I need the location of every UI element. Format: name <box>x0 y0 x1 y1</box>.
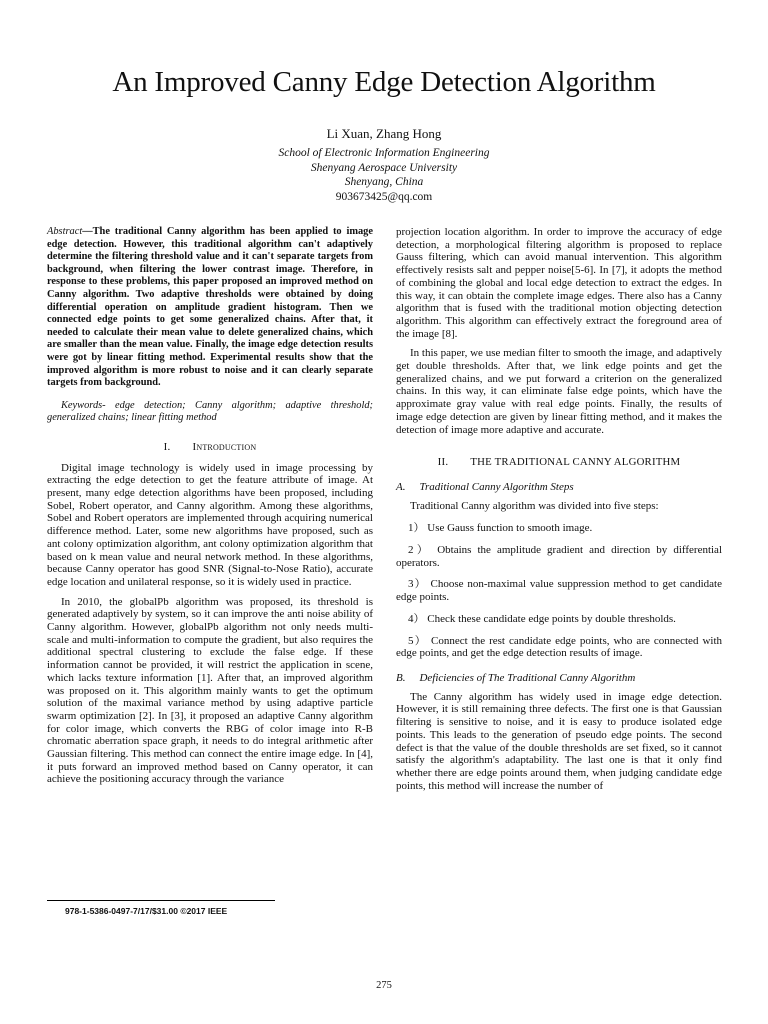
step-item: 2） Obtains the amplitude gradient and direction by differential operators. <box>396 544 722 569</box>
body-paragraph: Traditional Canny algorithm was divided into five steps: <box>410 499 659 512</box>
affiliation-line: Shenyang, China <box>344 176 424 188</box>
section-title: THE TRADITIONAL CANNY ALGORITHM <box>470 456 681 469</box>
section-number: I. <box>163 440 171 453</box>
section-number: II. <box>437 456 449 469</box>
page-number: 275 <box>376 980 392 991</box>
author-email: 903673425@qq.com <box>335 190 433 203</box>
subsection-title: Deficiencies of The Traditional Canny Algorithm <box>419 671 636 684</box>
paper-title: An Improved Canny Edge Detection Algorithm <box>112 66 656 98</box>
section-heading-introduction <box>47 441 373 454</box>
right-column <box>396 226 722 799</box>
abstract-text: The traditional Canny algorithm has been applied to image edge detection. However, this traditional algorithm can't adaptively determine the filtering threshold value and it can't separate targets from background, when filtering the lower contrast image. Therefore, in response to these problems, this paper proposed an improved method on Canny algorithm. Two adaptive thresholds were obtained by doing differential operation on amplitude gradient histogram. Then we connected edge points to get some generalized chains. After that, it needed to calculate their mean value to delete generalized chains, which are smaller than the mean value. Finally, the image edge detection results were got by linear fitting method. Experimental results show that the improved algorithm is more robust to noise and it can clearly separate targets from background. <box>47 226 373 389</box>
copyright-footnote: 978-1-5386-0497-7/17/$31.00 ©2017 IEEE <box>65 906 228 916</box>
affiliation-line: School of Electronic Information Engineering <box>278 147 490 159</box>
left-column <box>47 226 373 793</box>
step-item: 4） Check these candidate edge points by double thresholds. <box>408 612 676 625</box>
subsection-title: Traditional Canny Algorithm Steps <box>419 480 574 493</box>
body-paragraph: projection location algorithm. In order to improve the accuracy of edge detection, a morphological filtering algorithm is proposed to replace Gauss filtering, which can avoid manual intervention. This algorithm effectively resists salt and pepper noise[5-6]. In [7], it adopts the method of combining the global and local edge detection to extract the edges. In this way, it can obtain the complete image edges. There also has a Canny algorithm that is fused with the traditional motion objecting detection algorithm. This algorithm can effectively extract the foreground area of the image [8]. <box>396 226 722 340</box>
body-paragraph: In 2010, the globalPb algorithm was proposed, its threshold is generated adaptively by system, so it can improve the anti noise ability of Canny algorithm. However, globalPb algorithm not only needs multi-scale and multi-information to compute the gradient, but also requires the additional spectral clustering to exclude the false edge. If these information cannot be provided, it will restrict the application in scene, which lacks texture information [1]. After that, an improved algorithm was proposed on it. This algorithm mainly wants to get the optimum solution of the maximal variance method by using adaptive particle swarm optimization [2]. In [3], it proposed an adaptive Canny algorithm for color image, which converts the RBG of color image into R-B chromatic aberration space graph, it needs to do integral arithmetic after Gaussian filtering. This method can connect the entire image edge. In [4], it puts forward an improved method based on Canny operator, it can achieve the positioning accuracy through the variance <box>47 595 373 786</box>
subsection-heading-steps <box>396 481 722 494</box>
abstract-label: Abstract <box>47 226 83 237</box>
abstract <box>47 226 373 390</box>
footnote-rule <box>47 900 275 901</box>
keywords: Keywords- edge detection; Canny algorithm; adaptive threshold; generalized chains; linear fitting method <box>47 399 373 424</box>
section-title: Introduction <box>192 440 257 453</box>
step-item: 3） Choose non-maximal value suppression method to get candidate edge points. <box>396 578 722 604</box>
step-item: 5） Connect the rest candidate edge points, who are connected with edge points, and get the edge detection results of image. <box>396 634 722 660</box>
subsection-letter: A. <box>396 480 406 493</box>
subsection-letter: B. <box>396 671 406 684</box>
step-item: 1） Use Gauss function to smooth image. <box>408 522 593 535</box>
body-paragraph: The Canny algorithm has widely used in image edge detection. However, it is still remaining three defects. The first one is that Gaussian filtering is sensitive to noise, and it is easy to produce isolated edge points. This leads to the generation of pseudo edge points. The second defect is that the value of the double thresholds are set fixed, so it cannot satisfy the algorithm's adaptability. The last one is that it only find whether there are edge points around them, when judging candidate edge points, this method will increase the number of <box>396 690 722 792</box>
subsection-heading-deficiencies <box>396 672 722 685</box>
author-affiliation <box>0 146 768 204</box>
body-paragraph: In this paper, we use median filter to smooth the image, and adaptively get double thresholds. After that, we link edge points and get the generalized chains, and we put forward a criterion on the generalized chains. In this way, it can eliminate false edge points, which have the approximate gray value with real edge points. Finally, the results of image edge detection are given by linear fitting method, and it makes the detection of image more adaptive and accurate. <box>396 347 722 436</box>
paper-authors: Li Xuan, Zhang Hong <box>326 126 442 141</box>
affiliation-line: Shenyang Aerospace University <box>310 161 458 174</box>
section-heading-traditional-canny <box>396 456 722 469</box>
body-paragraph: Digital image technology is widely used in image processing by extracting the edge detection to get the feature attribute of image. At present, many edge detection algorithms have been proposed, including Sobel, Robert operator, and Canny algorithm. Among these algorithms, Sobel and Robert operators are implemented through acquiring numerical difference method. Later, some new algorithms have proposed, such as ant colony optimization algorithm, ant colony optimization algorithm that based on k mean value and neural network method. In these algorithms, because Canny operator has good SNR (Signal-to-Nose Ratio), accurate edge location and unilateral response, so it is widely used in practice. <box>47 461 373 588</box>
abstract-dash: — <box>82 226 93 237</box>
